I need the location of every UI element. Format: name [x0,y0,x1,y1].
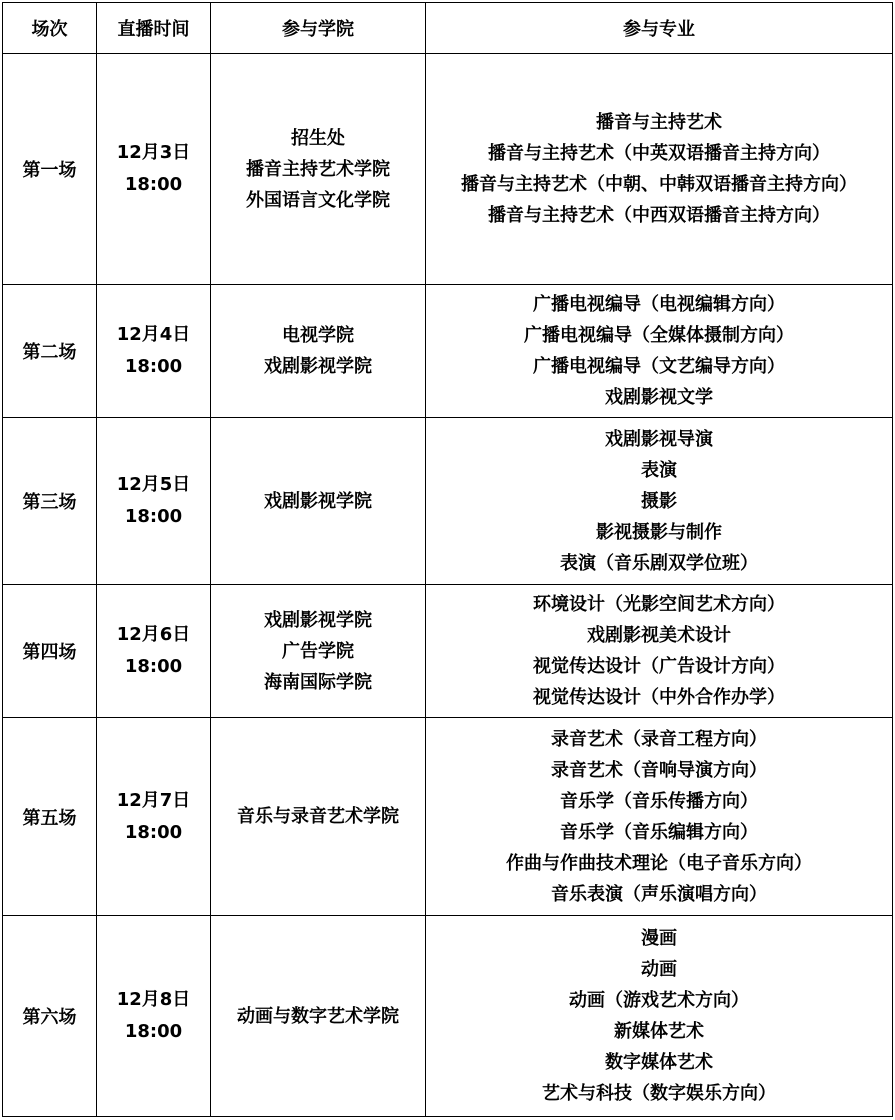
major-item: 录音艺术（录音工程方向） [551,728,767,750]
major-item: 音乐表演（声乐演唱方向） [551,883,767,905]
major-item: 录音艺术（音响导演方向） [551,759,767,781]
majors-cell [426,285,893,418]
session-cell: 第一场 [3,54,97,285]
date-text: 12月8日 [116,989,191,1010]
major-item: 视觉传达设计（中外合作办学） [533,687,785,708]
major-item: 动画 [641,959,677,980]
college-item: 动画与数字艺术学院 [237,1005,399,1027]
major-item: 广播电视编导（电视编辑方向） [533,294,785,315]
majors-cell [426,54,893,285]
major-item: 戏剧影视导演 [605,428,713,450]
time-text: 18:00 [124,356,183,377]
college-item: 戏剧影视学院 [264,490,372,512]
major-item: 播音与主持艺术 [596,112,722,133]
session-cell: 第五场 [3,718,97,916]
time-text: 18:00 [124,656,183,677]
major-item: 新媒体艺术 [614,1021,704,1042]
header-majors: 参与专业 [426,3,893,54]
major-item: 艺术与科技（数字娱乐方向） [542,1083,776,1104]
college-item: 戏剧影视学院 [264,609,372,631]
datetime-cell [97,718,211,916]
table-header-row [3,3,893,54]
colleges-cell [211,418,426,585]
header-session: 场次 [3,3,97,54]
time-text: 18:00 [124,174,183,195]
major-item: 广播电视编导（全媒体摄制方向） [524,325,794,346]
major-item: 动画（游戏艺术方向） [569,990,749,1011]
table-row [3,418,893,585]
major-item: 影视摄影与制作 [596,521,722,543]
major-item: 播音与主持艺术（中英双语播音主持方向） [488,143,830,164]
major-item: 戏剧影视文学 [605,387,713,408]
colleges-cell [211,916,426,1117]
date-text: 12月5日 [116,474,191,495]
table-row [3,718,893,916]
major-item: 表演（音乐剧双学位班） [560,552,758,574]
date-text: 12月7日 [116,789,191,811]
colleges-cell [211,54,426,285]
college-item: 招生处 [291,127,345,149]
live-schedule-table [2,2,893,1117]
date-text: 12月6日 [116,624,191,645]
datetime-cell [97,585,211,718]
major-item: 漫画 [641,928,677,949]
table-row [3,285,893,418]
college-item: 音乐与录音艺术学院 [237,806,399,827]
major-item: 播音与主持艺术（中西双语播音主持方向） [488,205,830,226]
session-cell: 第四场 [3,585,97,718]
major-item: 环境设计（光影空间艺术方向） [533,594,785,615]
datetime-cell [97,54,211,285]
college-item: 外国语言文化学院 [246,189,390,211]
majors-cell [426,916,893,1117]
table-row [3,916,893,1117]
major-item: 音乐学（音乐编辑方向） [560,821,758,843]
datetime-cell [97,418,211,585]
header-time: 直播时间 [97,3,211,54]
colleges-cell [211,585,426,718]
date-text: 12月4日 [116,324,191,345]
major-item: 表演 [641,459,677,481]
major-item: 作曲与作曲技术理论（电子音乐方向） [506,852,812,874]
time-text: 18:00 [124,1021,183,1042]
colleges-cell [211,285,426,418]
header-colleges: 参与学院 [211,3,426,54]
time-text: 18:00 [124,821,183,843]
major-item: 戏剧影视美术设计 [587,625,731,646]
major-item: 视觉传达设计（广告设计方向） [533,656,785,677]
table-row [3,585,893,718]
majors-cell [426,585,893,718]
table-row [3,54,893,285]
college-item: 播音主持艺术学院 [246,158,390,180]
majors-cell [426,718,893,916]
major-item: 播音与主持艺术（中朝、中韩双语播音主持方向） [461,174,857,195]
session-cell: 第三场 [3,418,97,585]
college-item: 戏剧影视学院 [264,356,372,377]
date-text: 12月3日 [116,142,191,163]
datetime-cell [97,285,211,418]
datetime-cell [97,916,211,1117]
college-item: 海南国际学院 [264,671,372,693]
session-cell: 第六场 [3,916,97,1117]
colleges-cell [211,718,426,916]
college-item: 电视学院 [282,325,354,346]
major-item: 摄影 [641,490,677,512]
majors-cell [426,418,893,585]
major-item: 广播电视编导（文艺编导方向） [533,356,785,377]
time-text: 18:00 [124,506,183,527]
college-item: 广告学院 [282,640,354,662]
session-cell: 第二场 [3,285,97,418]
major-item: 音乐学（音乐传播方向） [560,790,758,812]
major-item: 数字媒体艺术 [605,1052,713,1073]
